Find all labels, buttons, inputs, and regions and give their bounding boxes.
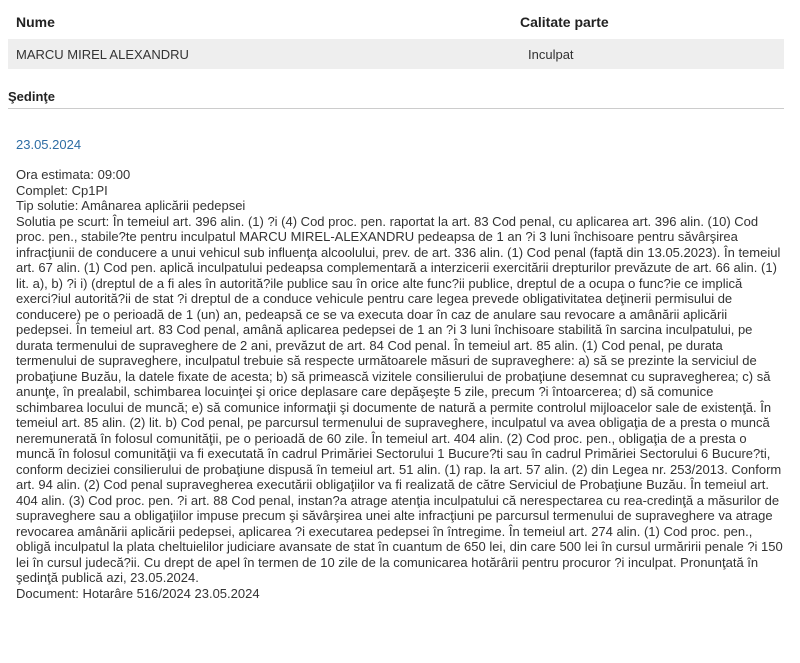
session-date: 23.05.2024 [16, 137, 82, 152]
session-entry [16, 137, 784, 601]
column-header-role: Calitate parte [520, 13, 609, 30]
sessions-section-title [8, 89, 784, 109]
parties-table [8, 4, 784, 69]
column-header-name: Nume [16, 13, 55, 30]
panel: Complet: Cp1PI [16, 182, 108, 198]
solution-type: Tip solutie: Amânarea aplicării pedepsei [16, 198, 246, 213]
sessions-heading: Şedinţe [8, 89, 55, 104]
table-row [8, 39, 784, 69]
document-reference: Document: Hotarâre 516/2024 23.05.2024 [16, 585, 260, 601]
party-role: Inculpat [528, 46, 574, 62]
solution-summary: Solutia pe scurt: În temeiul art. 396 alin. (1) ?i (4) Cod proc. pen. raportat la art. 83 Cod penal, cu aplicarea art. 396 alin. (10) Cod proc. pen., stabile?te pentru inculpatul MARCU MIREL-ALEXANDRU pedeapsa de 1 an ?i 3 luni închisoare pentru săvârşirea infracţiunii de conducere a unui vehicul sub influenţa alcoolului, prev. de art. 336 alin. (1) Cod penal (faptă din 13.05.2023). În temeiul art. 67 alin. (1) Cod pen. aplică inculpatului pedeapsa complementară a interzicerii exercitării drepturilor prevăzute de art. 66 alin. (1) lit. a), b) ?i i) (dreptul de a fi ales în autorită?ile publice sau în orice alte func?ii publice, dreptul de a ocupa o func?ie ce implică exerci?iul autorită?ii de stat ?i dreptul de a conduce vehicule pentru care legea prevede obligativitatea deţinerii permisului de conducere) pe o perioadă de 1 (un) an, pedeapsă ce se va executa doar în caz de anulare sau revocare a amânării aplicării pedepsei. În temeiul art. 83 Cod penal, amână aplicarea pedepsei de 1 an ?i 3 luni închisoare stabilită în sarcina inculpatului, pe durata termenului de supraveghere de 2 ani, prevăzut de art. 84 Cod penal. În temeiul art. 85 alin. (1) Cod penal, pe durata termenului de supraveghere, inculpatul trebuie să respecte următoarele măsuri de supraveghere: a) să se prezinte la serviciul de probaţiune Buzău, la datele fixate de acesta; b) să primească vizitele consilierului de probaţiune desemnat cu supravegherea; c) să anunţe, în prealabil, schimbarea locuinţei şi orice deplasare care depăşeşte 5 zile, precum ?i întoarcerea; d) să comunice schimbarea locului de muncă; e) să comunice informaţii şi documente de natură a permite controlul mijloacelor sale de existenţă. În temeiul art. 85 alin. (2) lit. b) Cod penal, pe parcursul termenului de supraveghere, inculpatul va avea obligaţia de a presta o muncă neremunerată în folosul comunităţii, pe o perioadă de 60 zile. În temeiul art. 404 alin. (2) Cod proc. pen., obligaţia de a presta o muncă în folosul comunităţii va fi executată în cadrul Primăriei Sectorului 1 Bucure?ti sau în cadrul Primăriei Sectorului 6 Bucure?ti, conform deciziei consilierului de probaţiune dispusă în temeiul art. 51 alin. (1) rap. la art. 57 alin. (2) din Legea nr. 253/2013. Conform art. 94 alin. (2) Cod penal supravegherea executării obligaţiilor va fi realizată de către Serviciul de Probaţiune Buzău. În temeiul art. 404 alin. (3) Cod proc. pen. ?i art. 88 Cod penal, instan?a atrage atenţia inculpatului că nerespectarea cu rea-credinţă a măsurilor de supraveghere sau a obligaţiilor impuse precum şi săvârşirea unei alte infracţiuni pe parcursul termenului de supraveghere va atrage revocarea amânării aplicării pedepsei, aplicarea ?i executarea pedepsei în întregime. În temeiul art. 274 alin. (1) Cod proc. pen., obligă inculpatul la plata cheltuielilor judiciare avansate de stat în cuantum de 650 lei, din care 500 lei în cursul urmăririi penale ?i 150 lei în cursul judecă?ii. Cu drept de apel în termen de 10 zile de la comunicarea hotărârii pentru procuror ?i inculpat. Pronunţată în şedinţă publică azi, 23.05.2024. [16, 213, 783, 585]
party-name: MARCU MIREL ALEXANDRU [16, 46, 189, 62]
parties-table-header [8, 4, 784, 39]
estimated-time: Ora estimata: 09:00 [16, 167, 131, 182]
